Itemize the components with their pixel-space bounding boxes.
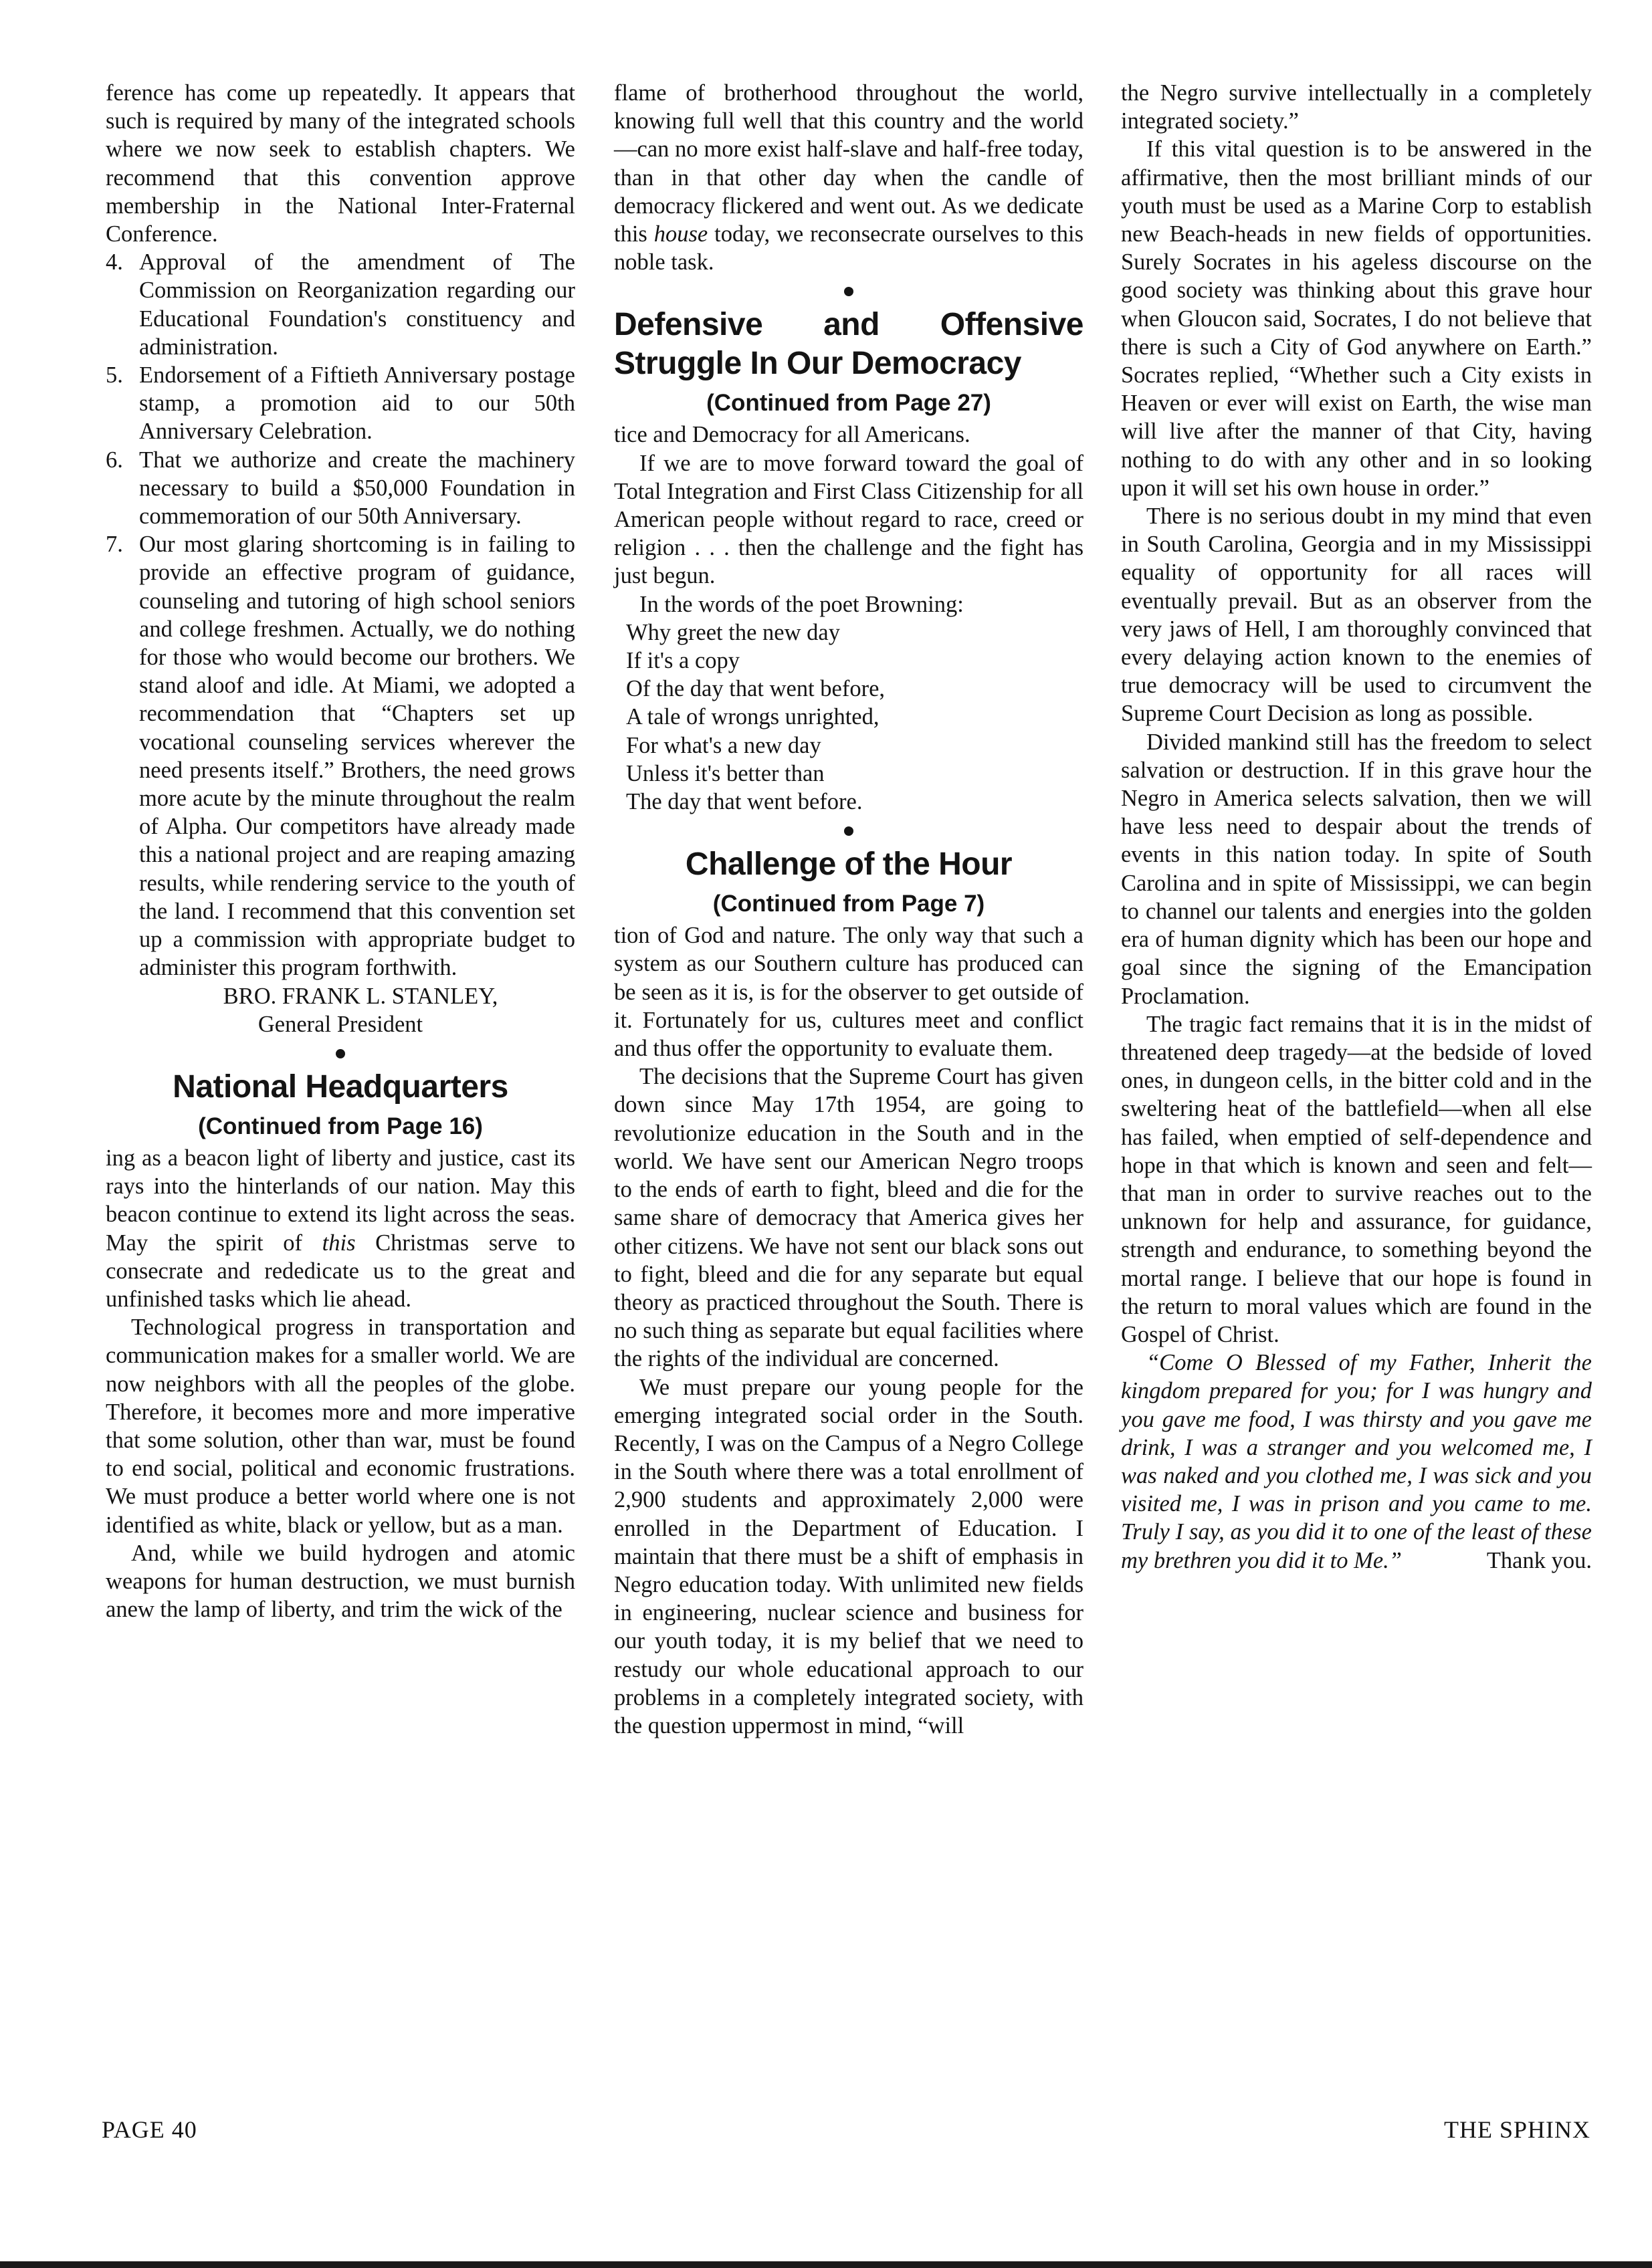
list-item (106, 361, 575, 446)
numbered-list (106, 248, 575, 982)
paragraph: ing as a beacon light of liberty and justice, cast its rays into the hinterlands of our nation. May this beacon continue to extend its light across the seas. May the spirit of this Christmas serve to consecrate and rededicate us to the great and unfinished tasks which lie ahead. (106, 1145, 576, 1312)
list-item (106, 248, 575, 361)
paragraph: We must prepare our young people for the emerging integrated social order in the South. Recently, I was on the Campus of a Negro College in the South where there was a total enrollment of 2,900 students and approximately 2,000 were enrolled in the Department of Education. I maintain that there must be a shift of emphasis in Negro education today. With unlimited new fields in engineering, nuclear science and business for our youth today, it is my belief that we need to restudy our whole educational approach to our problems in a completely integrated society, with the question uppermost in mind, “will (614, 1374, 1083, 1738)
section-title-challenge-of-the-hour: Challenge of the Hour (685, 846, 1013, 883)
poem-line: Unless it's better than (626, 760, 825, 786)
page-number: PAGE 40 (102, 2116, 197, 2143)
continued-note: (Continued from Page 16) (198, 1113, 483, 1139)
list-number: 7. (106, 532, 123, 558)
paragraph: In the words of the poet Browning: (639, 591, 964, 617)
paragraph: Technological progress in transportation and communication makes for a smaller world. We are now neighbors with all the peoples of the globe. Therefore, it becomes more and more imperative that some solution, other than war, must be found to end social, political and economic frustrations. We must produce a better world where one is not identified as white, black or yellow, but as a man. (106, 1315, 575, 1538)
list-text: Endorsement of a Fiftieth Anniversary postage stamp, a promotion aid to our 50th Anniversary Celebration. (139, 362, 575, 445)
closing-thanks: Thank you. (1486, 1547, 1592, 1573)
list-text: That we authorize and create the machinery necessary to build a $50,000 Foundation in commemoration of our 50th Anniversary. (139, 447, 575, 530)
list-number: 4. (106, 249, 123, 275)
section-title-defensive-offensive: Defensive and Offensive Struggle In Our Democracy (614, 307, 1083, 382)
continued-note: (Continued from Page 7) (712, 891, 985, 917)
list-text: Our most glaring shortcoming is in failing to provide an effective program of guidance, counseling and tutoring of high school seniors and college freshmen. Actually, we do nothing for those who would become our brothers. We stand aloof and idle. At Miami, we adopted a recommendation that “Chapters set up vocational counseling services wherever the need presents itself.” Brothers, the need grows more acute by the minute throughout the realm of Alpha. Our competitors have already made this a national project and are reaping amazing results, while rendering service to the youth of the land. I recommend that this convention set up a commission with appropriate budget to administer this program forthwith. (139, 532, 575, 981)
column-left (106, 79, 575, 1623)
publication-name: THE SPHINX (1443, 2116, 1590, 2143)
poem-line: For what's a new day (626, 732, 821, 758)
paragraph: And, while we build hydrogen and atomic weapons for human destruction, we must burnish anew the lamp of liberty, and trim the wick of the (106, 1540, 575, 1623)
list-item (106, 446, 575, 531)
list-text: Approval of the amendment of The Commission on Reorganization regarding our Educational Foundation's constituency and administration. (139, 249, 575, 360)
section-bullet-icon (844, 826, 853, 836)
paragraph: The tragic fact remains that it is in the midst of threatened deep tragedy—at the bedside of loved ones, in dungeon cells, in the bitter cold and in the sweltering heat of the battlefield—when all else has failed, when emptied of self-dependence and hope in that which is known and seen and felt—that man in order to survive reaches out to the unknown for help and assurance, for guidance, strength and endurance, to something beyond the mortal range. I believe that our hope is found in the return to moral values which are found in the Gospel of Christ. (1121, 1011, 1592, 1347)
list-item (106, 530, 575, 982)
poem-line: The day that went before. (626, 789, 863, 815)
paragraph: If we are to move forward toward the goal of Total Integration and First Class Citizenship for all American people without regard to race, creed or religion . . . then the challenge and the fight has just begun. (614, 450, 1083, 589)
section-title-national-headquarters: National Headquarters (173, 1068, 508, 1105)
signature-name: BRO. FRANK L. STANLEY, (223, 983, 498, 1009)
paragraph: ference has come up repeatedly. It appears that such is required by many of the integrated schools where we now seek to establish chapters. We recommend that this convention approve membership in the National Inter-Fraternal Conference. (106, 80, 575, 247)
poem-line: A tale of wrongs unrighted, (626, 704, 880, 730)
paragraph: tion of God and nature. The only way that such a system as our Southern culture has produced can be seen as it is, is for the observer to get outside of it. Fortunately for us, cultures meet and conflict and thus offer the opportunity to evaluate them. (614, 923, 1083, 1062)
paragraph: tice and Democracy for all Americans. (614, 422, 970, 448)
paragraph: the Negro survive intellectually in a completely integrated society.” (1121, 80, 1592, 134)
italic-word: house (653, 221, 708, 247)
column-right (1121, 79, 1592, 1575)
poem-line: Of the day that went before, (626, 676, 886, 702)
section-bullet-icon (336, 1049, 345, 1058)
signature-title: General President (257, 1011, 423, 1037)
scripture-quote: “Come O Blessed of my Father, Inherit the kingdom prepared for you; for I was hungry and you gave me food, I was thirsty and you gave me drink, I was a stranger and you welcomed me, I was naked and you clothed me, I was sick and you visited me, I was in prison and you came to me. Truly I say, as you did it to one of the least of these my brethren you did it to Me.” Thank you. (1121, 1349, 1592, 1575)
paragraph: flame of brotherhood throughout the world, knowing full well that this country and the world—can no more exist half-slave and half-free today, than in that other day when the candle of democracy flickered and went out. As we dedicate this house today, we reconsecrate ourselves to this noble task. (614, 80, 1084, 275)
paragraph: There is no serious doubt in my mind that even in South Carolina, Georgia and in my Mississippi equality of opportunity for all races will eventually prevail. But as an observer from the very jaws of Hell, I am thoroughly convinced that every delaying action known to the enemies of true democracy will be used to circumvent the Supreme Court Decision as long as possible. (1121, 503, 1592, 727)
paragraph: If this vital question is to be answered in the affirmative, then the most brilliant minds of our youth must be used as a Marine Corp to establish new Beach-heads in new fields of opportunities. Surely Socrates in his ageless discourse on the good society was thinking about this grave hour when Gloucon said, Socrates, I do not believe that there is such a City of God anywhere on Earth.” Socrates replied, “Whether such a City exists in Heaven or ever will exist on Earth, the wise man will live after the manner of that City, having nothing to do with any other and in so looking upon it will set his own house in order.” (1121, 136, 1592, 501)
page-edge-divider (0, 2261, 1652, 2268)
paragraph: Divided mankind still has the freedom to select salvation or destruction. If in this grave hour the Negro in America selects salvation, then we will have less need to despair about the trends of events in this nation today. In spite of South Carolina and in spite of Mississippi, we can begin to channel our talents and energies into the golden era of human dignity which has been our hope and goal since the signing of the Emancipation Proclamation. (1121, 729, 1592, 1009)
section-bullet-icon (844, 287, 853, 296)
italic-word: this (322, 1230, 356, 1256)
column-middle (614, 79, 1083, 1740)
paragraph: The decisions that the Supreme Court has given down since May 17th 1954, are going to revolutionize education in the South and in the world. We have sent our American Negro troops to the ends of earth to fight, bleed and die for the same share of democracy that America gives her other citizens. We have not sent our black sons out to fight, bleed and die for any separate but equal theory as practiced throughout the South. There is no such thing as separate but equal facilities where the rights of the individual are concerned. (614, 1064, 1083, 1372)
list-number: 6. (106, 447, 123, 473)
continued-note: (Continued from Page 27) (706, 390, 991, 417)
list-number: 5. (106, 362, 123, 388)
poem-line: If it's a copy (626, 648, 740, 674)
poem (614, 618, 1083, 816)
poem-line: Why greet the new day (626, 619, 840, 645)
